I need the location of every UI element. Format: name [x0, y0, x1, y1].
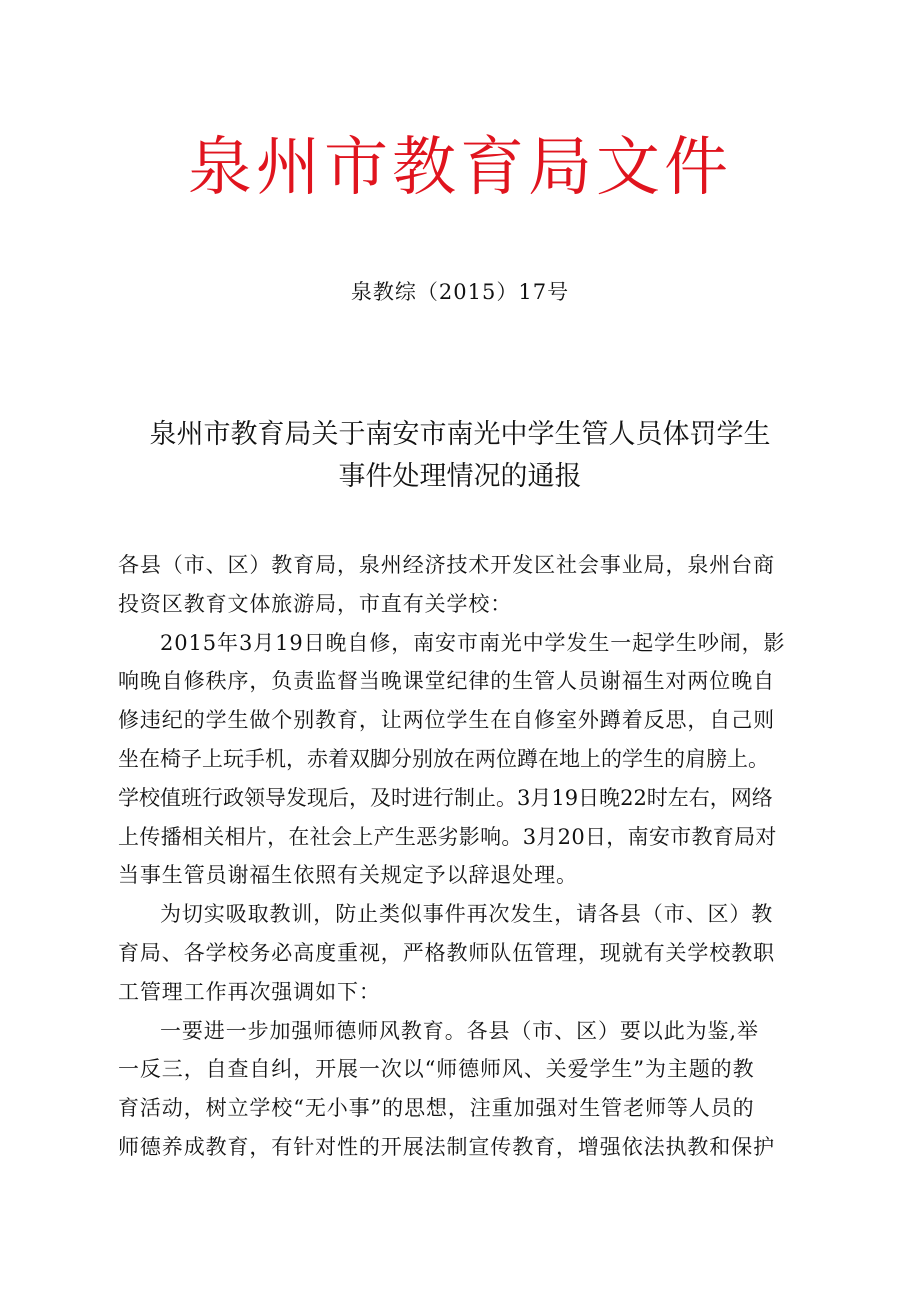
- document-body: [118, 546, 818, 1167]
- body-line: 学校值班行政领导发现后，及时进行制止。3月19日晚22时左右，网络: [118, 785, 773, 810]
- body-line: 一要进一步加强师德师风教育。各县（市、区）要以此为鉴,举: [160, 1018, 759, 1043]
- body-line: 修违纪的学生做个别教育，让两位学生在自修室外蹲着反思，自己则: [118, 708, 775, 733]
- body-line: 育局、各学校务必高度重视，严格教师队伍管理，现就有关学校教职: [118, 940, 775, 965]
- document-masthead: 泉州市教育局文件: [188, 131, 732, 205]
- body-line: 坐在椅子上玩手机，赤着双脚分别放在两位蹲在地上的学生的肩膀上。: [118, 746, 769, 771]
- body-line: 师德养成教育，有针对性的开展法制宣传教育，增强依法执教和保护: [118, 1134, 775, 1159]
- body-line: 当事生管员谢福生依照有关规定予以辞退处理。: [118, 863, 578, 888]
- body-line: 响晚自修秩序，负责监督当晚课堂纪律的生管人员谢福生对两位晚自: [118, 669, 775, 694]
- body-line: 2015年3月19日晚自修，南安市南光中学发生一起学生吵闹，影: [160, 630, 786, 655]
- body-line: 投资区教育文体旅游局，市直有关学校：: [118, 591, 513, 616]
- body-line: 为切实吸取教训，防止类似事件再次发生，请各县（市、区）教: [160, 902, 774, 927]
- title-line-1: 泉州市教育局关于南安市南光中学生管人员体罚学生: [149, 419, 771, 450]
- title-line-2: 事件处理情况的通报: [338, 461, 582, 492]
- document-number: 泉教综（2015）17号: [350, 280, 570, 304]
- body-line: 一反三，自查自纠，开展一次以“师德师风、关爱学生”为主题的教: [118, 1057, 755, 1082]
- body-line: 上传播相关相片，在社会上产生恶劣影响。3月20日，南安市教育局对: [118, 824, 777, 849]
- document-title: [0, 414, 920, 498]
- body-line: 育活动，树立学校“无小事”的思想，注重加强对生管老师等人员的: [118, 1096, 755, 1121]
- body-line: 各县（市、区）教育局，泉州经济技术开发区社会事业局，泉州台商: [118, 553, 775, 577]
- body-line: 工管理工作再次强调如下：: [118, 979, 381, 1004]
